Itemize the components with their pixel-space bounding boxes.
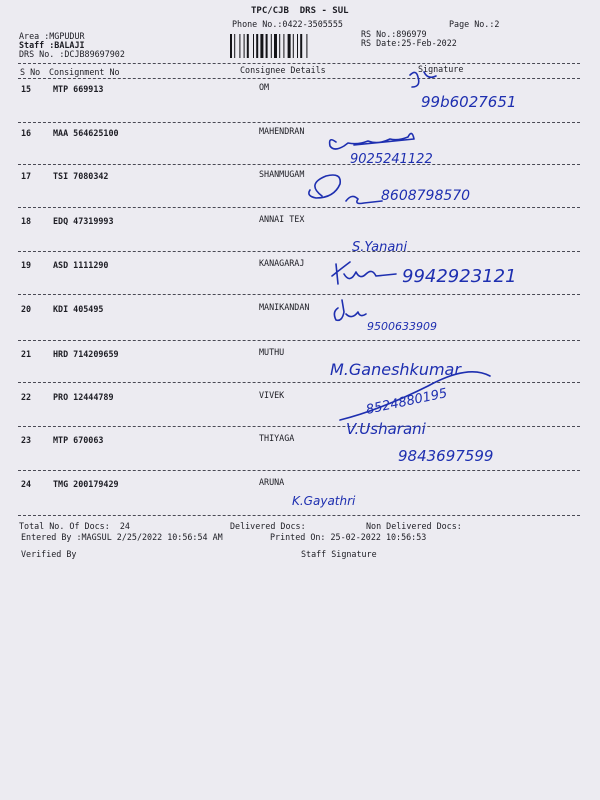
doc-title: TPC/CJB DRS - SUL xyxy=(251,6,349,16)
row-consignee: SHANMUGAM xyxy=(259,169,305,179)
handwriting-text: 9942923121 xyxy=(402,266,517,287)
row-consignment: TMG 200179429 xyxy=(53,479,119,489)
row-consignee: MAHENDRAN xyxy=(259,126,305,136)
barcode-bar xyxy=(306,34,307,58)
barcode-bar xyxy=(293,34,294,58)
handwriting-text: V.Usharani 9843697599 xyxy=(346,420,494,465)
row-consignee: OM xyxy=(259,82,270,92)
row-sno: 21 xyxy=(21,349,32,359)
barcode-bar xyxy=(239,34,240,58)
row-sno: 22 xyxy=(21,392,32,402)
handwriting-text: 99b6027651 xyxy=(421,93,517,111)
table-row xyxy=(0,216,600,260)
row-consignee: THIYAGA xyxy=(259,433,295,443)
barcode-bar xyxy=(256,34,258,58)
row-consignment: PRO 12444789 xyxy=(53,392,114,402)
row-sno: 24 xyxy=(21,479,32,489)
non-delivered-docs: Non Delivered Docs: xyxy=(366,521,462,531)
row-consignee: MANIKANDAN xyxy=(259,302,310,312)
staff-label: Staff :BALAJI xyxy=(19,40,85,50)
printed-on: Printed On: 25-02-2022 10:56:53 xyxy=(270,532,427,542)
row-divider xyxy=(18,426,580,427)
barcode-bar xyxy=(244,34,245,58)
row-sno: 15 xyxy=(21,84,32,94)
barcode-bar xyxy=(297,34,298,58)
row-sno: 20 xyxy=(21,304,32,314)
row-consignment: ASD 1111290 xyxy=(53,260,109,270)
row-sno: 19 xyxy=(21,260,32,270)
table-row xyxy=(0,349,600,393)
barcode-bar xyxy=(247,34,249,58)
table-row xyxy=(0,260,600,304)
table-row xyxy=(0,479,600,523)
col-sno: S No xyxy=(20,67,41,77)
delivered-docs: Delivered Docs: xyxy=(230,521,306,531)
row-consignment: MAA 564625100 xyxy=(53,128,119,138)
row-consignment: TSI 7080342 xyxy=(53,171,109,181)
row-consignee: VIVEK xyxy=(259,390,285,400)
row-divider xyxy=(18,207,580,208)
barcode-bar xyxy=(266,34,268,58)
row-sno: 18 xyxy=(21,216,32,226)
row-consignment: HRD 714209659 xyxy=(53,349,119,359)
row-sno: 17 xyxy=(21,171,32,181)
row-divider xyxy=(18,382,580,383)
handwriting-text: S.Yanani xyxy=(352,240,408,255)
row-consignment: EDQ 47319993 xyxy=(53,216,114,226)
barcode-bar xyxy=(271,34,272,58)
barcode-bar xyxy=(230,34,232,58)
barcode-bar xyxy=(253,34,254,58)
row-consignment: KDI 405495 xyxy=(53,304,104,314)
handwriting-text: M.Ganeshkumar xyxy=(330,360,461,379)
handwriting-text: 9500633909 xyxy=(367,320,437,333)
table-row xyxy=(0,392,600,436)
table-row xyxy=(0,435,600,479)
table-row xyxy=(0,171,600,215)
rs-date: RS Date:25-Feb-2022 xyxy=(361,38,457,48)
row-consignee: ANNAI TEX xyxy=(259,214,305,224)
row-sno: 16 xyxy=(21,128,32,138)
barcode-bar xyxy=(260,34,263,58)
row-consignment: MTP 669913 xyxy=(53,84,104,94)
verified-by: Verified By xyxy=(21,549,77,559)
barcode-bar xyxy=(283,34,284,58)
barcode-bar xyxy=(274,34,277,58)
row-divider xyxy=(18,251,580,252)
col-consignment: Consignment No xyxy=(49,67,120,77)
barcode-bar xyxy=(300,34,302,58)
row-consignment: MTP 670063 xyxy=(53,435,104,445)
row-consignee: ARUNA xyxy=(259,477,285,487)
row-divider xyxy=(18,470,580,471)
phone-number: Phone No.:0422-3505555 xyxy=(232,19,343,29)
row-divider xyxy=(18,515,580,516)
row-divider xyxy=(18,164,580,165)
barcode-bar xyxy=(279,34,280,58)
page-number: Page No.:2 xyxy=(449,19,500,29)
col-consignee: Consignee Details xyxy=(240,65,326,75)
row-consignee: MUTHU xyxy=(259,347,285,357)
drs-number: DRS No. :DCJB89697902 xyxy=(19,49,125,59)
staff-signature: Staff Signature xyxy=(301,549,377,559)
handwriting-text: 8524880195 xyxy=(364,386,449,418)
col-signature: Signature xyxy=(418,64,464,74)
row-sno: 23 xyxy=(21,435,32,445)
row-consignee: KANAGARAJ xyxy=(259,258,305,268)
handwriting-text: 8608798570 xyxy=(381,188,471,204)
barcode-bar xyxy=(234,34,235,58)
handwriting-text: 9025241122 xyxy=(350,152,433,167)
barcode-bar xyxy=(288,34,291,58)
handwriting-text: K.Gayathri xyxy=(292,494,356,508)
row-divider xyxy=(18,122,580,123)
header-divider xyxy=(18,63,580,64)
rs-number: RS No.:896979 xyxy=(361,29,427,39)
entered-by: Entered By :MAGSUL 2/25/2022 10:56:54 AM xyxy=(21,532,223,542)
row-divider xyxy=(18,294,580,295)
area-label: Area :MGPUDUR xyxy=(19,31,85,41)
barcode-image xyxy=(229,34,352,58)
columns-divider xyxy=(18,78,580,79)
table-row xyxy=(0,128,600,172)
total-docs: Total No. Of Docs: 24 xyxy=(19,521,130,531)
table-row xyxy=(0,304,600,348)
row-divider xyxy=(18,340,580,341)
